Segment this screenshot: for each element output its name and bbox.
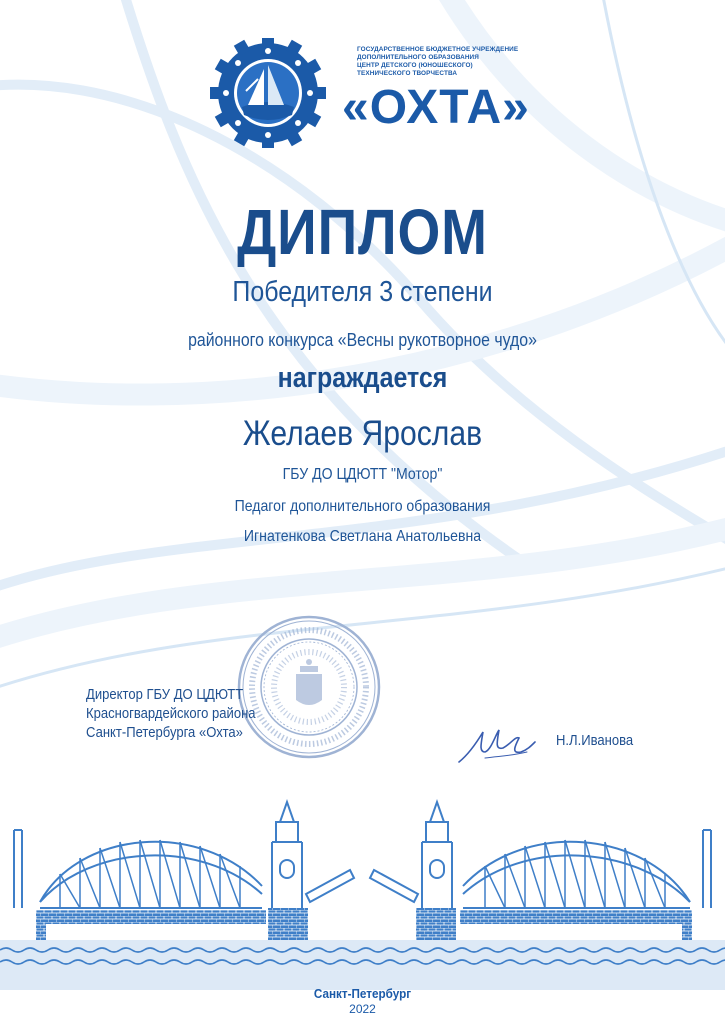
contest-name: районного конкурса «Весны рукотворное чудо»	[188, 330, 537, 350]
handwritten-signature-icon	[455, 722, 540, 768]
gear-sailboat-emblem-icon	[210, 38, 330, 148]
logo-brand: «ОХТА»	[342, 81, 530, 134]
director-title	[86, 686, 256, 743]
diploma-title: ДИПЛОМ	[237, 196, 488, 268]
logo-org-line: ТЕХНИЧЕСКОГО ТВОРЧЕСТВА	[357, 70, 458, 77]
logo-org-line: ГОСУДАРСТВЕННОЕ БЮДЖЕТНОЕ УЧРЕЖДЕНИЕ	[357, 46, 519, 53]
logo-org-line: ЦЕНТР ДЕТСКОГО (ЮНОШЕСКОГО)	[357, 62, 473, 69]
logo-org-line: ДОПОЛНИТЕЛЬНОГО ОБРАЗОВАНИЯ	[357, 54, 479, 61]
signer-name: Н.Л.Иванова	[556, 733, 634, 749]
footer-year: 2022	[349, 1002, 376, 1016]
director-title-line: Красногвардейского района	[86, 706, 256, 722]
director-title-line: Директор ГБУ ДО ЦДЮТТ	[86, 687, 244, 703]
logo-org-lines	[357, 46, 517, 78]
recipient-organization: ГБУ ДО ЦДЮТТ "Мотор"	[282, 466, 443, 483]
round-seal-stamp-icon	[234, 612, 384, 762]
awarded-label: награждается	[277, 362, 448, 394]
teacher-name: Игнатенкова Светлана Анатольевна	[243, 528, 482, 545]
diploma-degree: Победителя 3 степени	[232, 276, 493, 308]
drawbridge-illustration-icon	[0, 790, 725, 990]
recipient-name: Желаев Ярослав	[242, 414, 483, 453]
director-title-line: Санкт-Петербурга «Охта»	[86, 725, 243, 741]
footer-city: Санкт-Петербург	[313, 986, 412, 1001]
teacher-position: Педагог дополнительного образования	[234, 498, 491, 515]
